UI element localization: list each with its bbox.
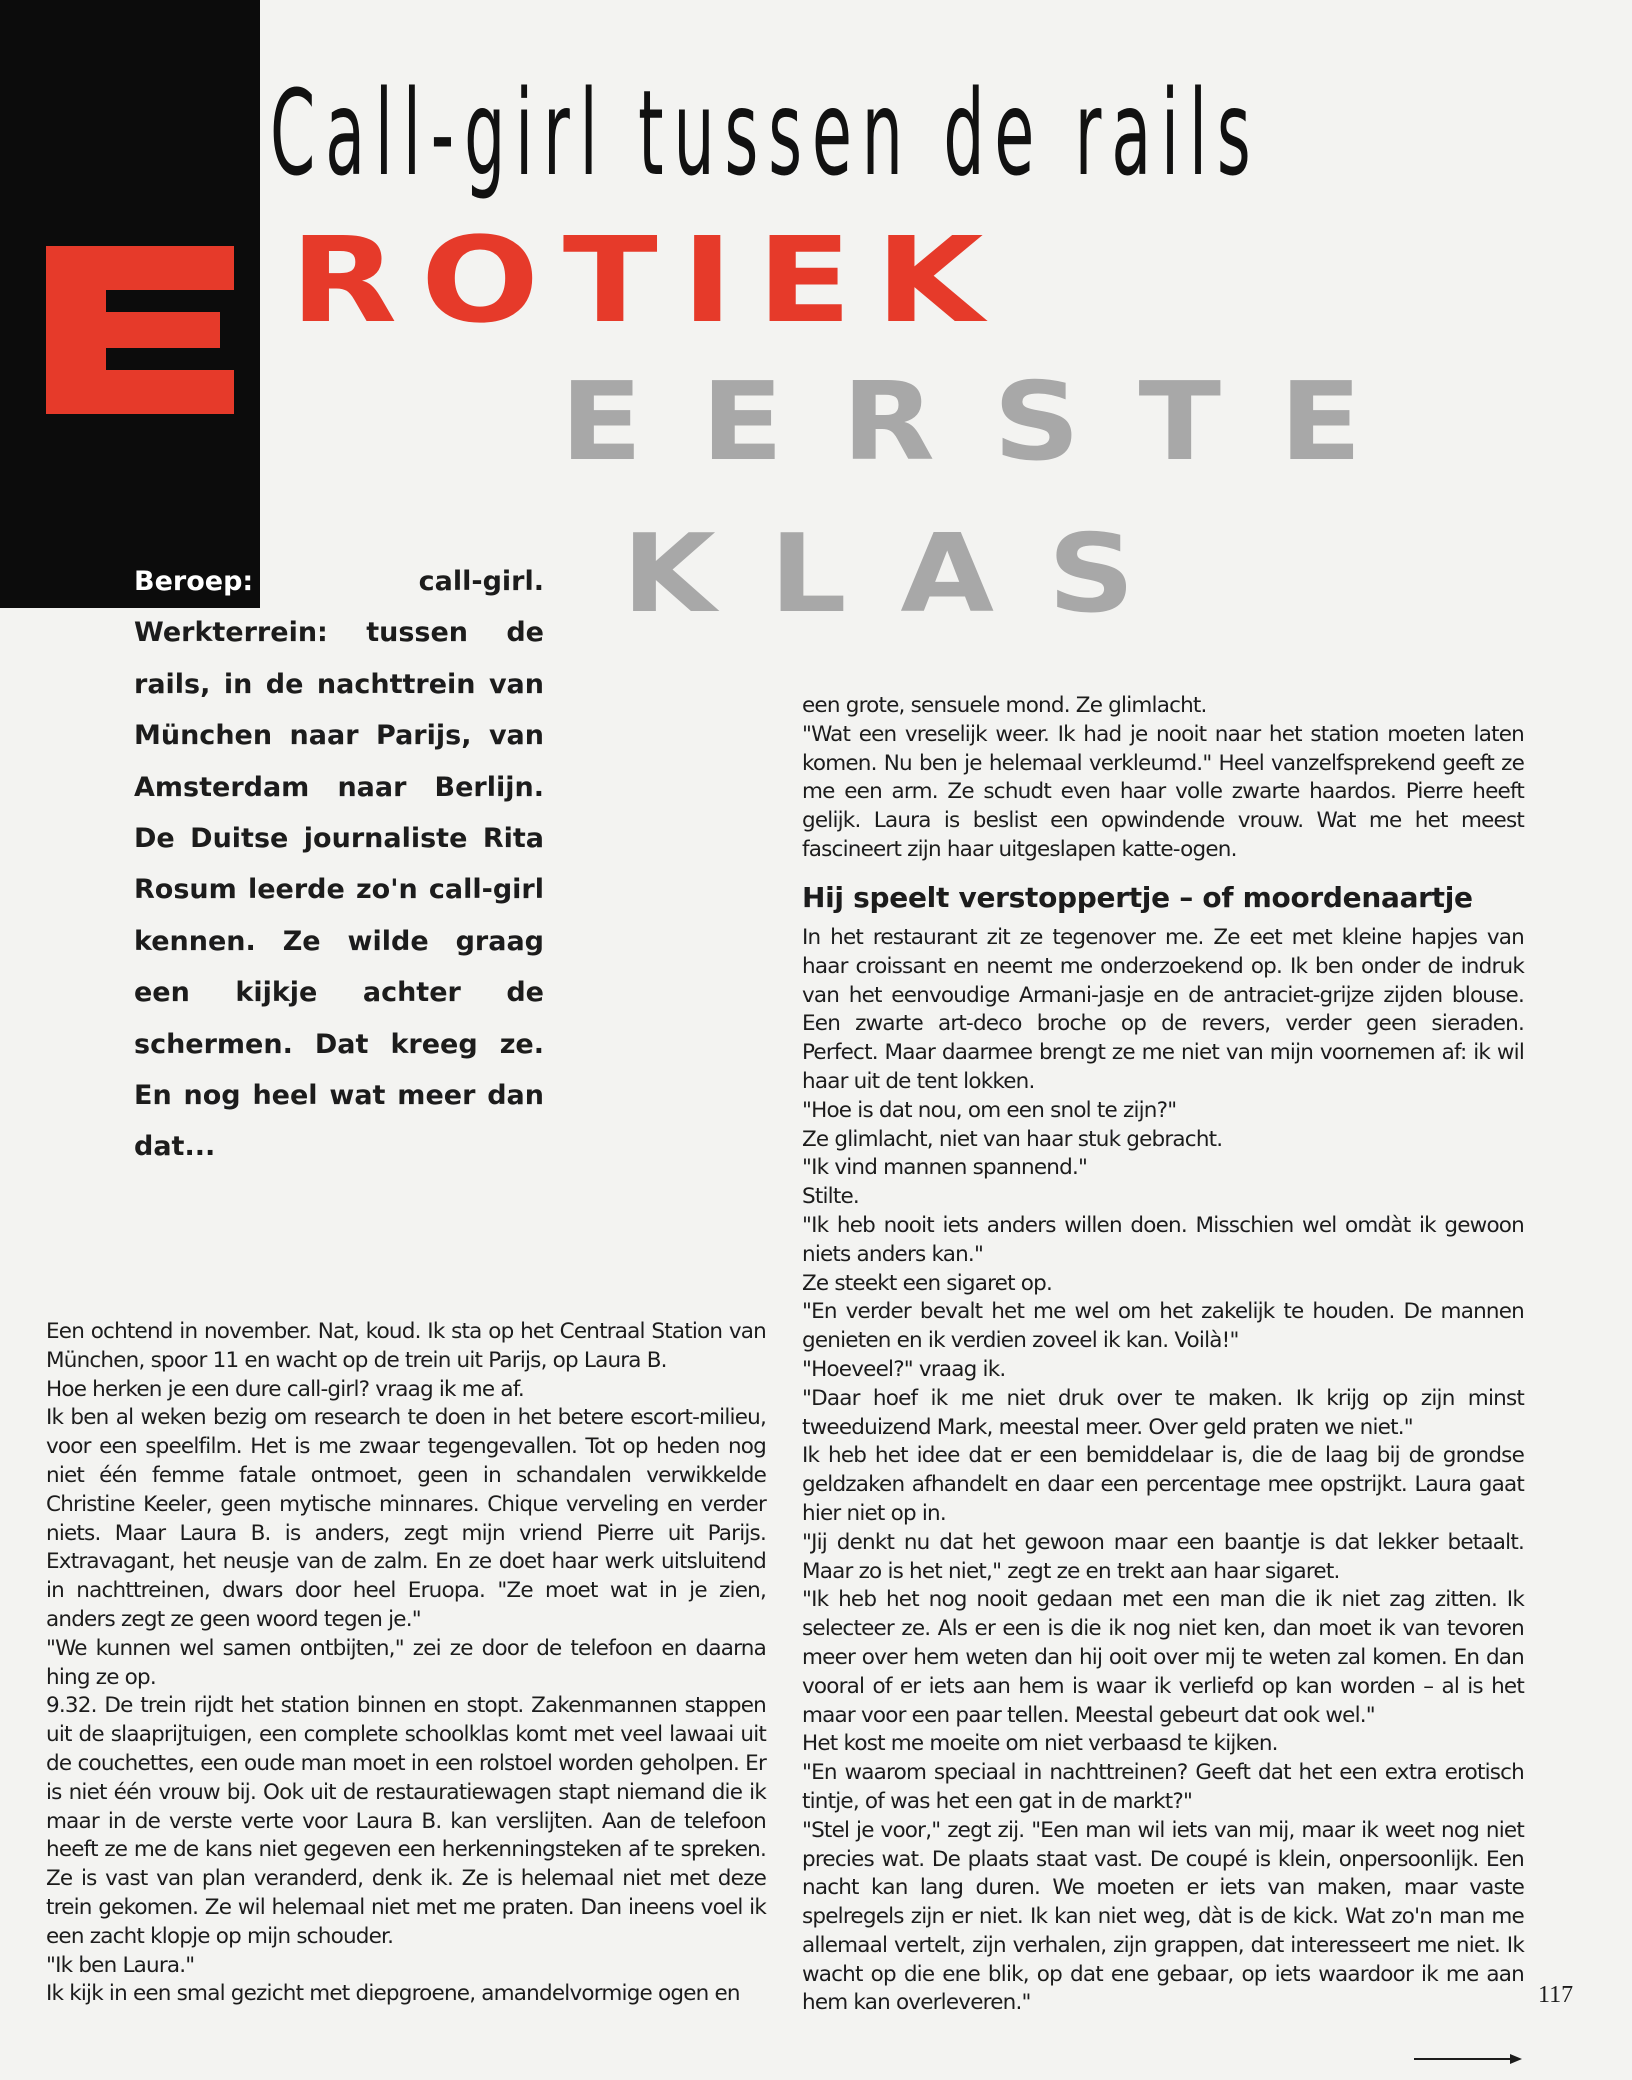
- subheading: Hij speelt verstoppertje – of moordenaartje: [802, 881, 1473, 914]
- paragraph: Een ochtend in november. Nat, koud. Ik sta op het Centraal Station van München, spoor 11 en wacht op de trein uit Parijs, op Laura B.: [46, 1319, 766, 1373]
- paragraph: Ze steekt een sigaret op.: [802, 1270, 1052, 1296]
- paragraph: Het kost me moeite om niet verbaasd te kijken.: [802, 1731, 1278, 1757]
- article-kicker: Call-girl tussen de rails: [270, 64, 1261, 202]
- paragraph: "Jij denkt nu dat het gewoon maar een baantje is dat lekker betaalt. Maar zo is het niet," zegt ze en trekt aan haar sigaret.: [802, 1529, 1524, 1584]
- intro-paragraph: [134, 556, 544, 1173]
- body-column-right-bottom: [802, 924, 1524, 2018]
- paragraph: "Ik vind mannen spannend.": [802, 1155, 1088, 1181]
- continue-arrow-icon: [1414, 2052, 1524, 2066]
- body-column-right-top: [802, 692, 1524, 865]
- paragraph: "Ik ben Laura.": [46, 1952, 195, 1978]
- paragraph: Ze glimlacht, niet van haar stuk gebracht.: [802, 1126, 1223, 1152]
- paragraph: "En verder bevalt het me wel om het zakelijk te houden. De mannen genieten en ik verdien zoveel ik kan. Voilà!": [802, 1299, 1524, 1354]
- paragraph: "Stel je voor," zegt zij. "Een man wil iets van mij, maar ik weet nog niet precies wat. De plaats staat vast. De coupé is klein, onpersoonlijk. Een nacht kan lang duren. We moeten er iets van maken, maar vaste spelregels zijn er niet. Ik kan niet weg, dàt is de kick. Wat zo'n man me allemaal vertelt, zijn verhalen, zijn grappen, dat interesseert me niet. Ik wacht op die ene blik, op dat ene gebaar, op iets waardoor ik me aan hem kan overleveren.": [802, 1817, 1524, 2016]
- page-number: 117: [1538, 1982, 1574, 2008]
- title-grey-1: EERSTE: [560, 360, 1421, 485]
- paragraph: "Hoeveel?" vraag ik.: [802, 1356, 1006, 1382]
- paragraph: een grote, sensuele mond. Ze glimlacht.: [802, 693, 1207, 718]
- paragraph: Stilte.: [802, 1184, 859, 1210]
- paragraph: Ik kijk in een smal gezicht met diepgroene, amandelvormige ogen en: [46, 1981, 740, 2007]
- paragraph: "Ik heb het nog nooit gedaan met een man die ik niet zag zitten. Ik selecteer ze. Als er een is die ik nog niet ken, dan moet ik van tevoren meer over hem weten dan hij ooit over mij te weten zal komen. En dan vooral of er iets aan hem is waar ik verliefd op kan worden – al is het maar voor een paar tellen. Meestal gebeurt dat ook wel.": [802, 1587, 1524, 1728]
- intro-text: call-girl. Werkterrein: tussen de rails, in de nachttrein van München naar Parijs, van Amsterdam naar Berlijn. De Duitse journaliste Rita Rosum leerde zo'n call-girl kennen. Ze wilde graag een kijkje achter de schermen. Dat kreeg ze. En nog heel wat meer dan dat...: [134, 566, 544, 1163]
- title-grey-2: KLAS: [622, 512, 1189, 637]
- body-column-left: [46, 1318, 766, 2009]
- title-red: ROTIEK: [290, 211, 1007, 349]
- paragraph: 9.32. De trein rijdt het station binnen en stopt. Zakenmannen stappen uit de slaaprijtuigen, een complete schoolklas komt met veel lawaai uit de couchettes, een oude man moet in een rolstoel worden geholpen. Er is niet één vrouw bij. Ook uit de restauratiewagen stapt niemand die ik maar in de verste verte voor Laura B. kan verslijten. Aan de telefoon heeft ze me de kans niet gegeven een herkenningsteken af te spreken. Ze is vast van plan veranderd, denk ik. Ze is helemaal niet met deze trein gekomen. Ze wil helemaal niet met me praten. Dan ineens voel ik een zacht klopje op mijn schouder.: [46, 1693, 766, 1949]
- paragraph: Ik ben al weken bezig om research te doen in het betere escort-milieu, voor een speelfilm. Het is me zwaar tegengevallen. Tot op heden nog niet één femme fatale ontmoet, geen in schandalen verwikkelde Christine Keeler, geen mytische minnares. Chique verveling en verder niets. Maar Laura B. is anders, zegt mijn vriend Pierre uit Parijs. Extravagant, het neusje van de zalm. En ze doet haar werk uitsluitend in nachttreinen, dwars door heel Eruopa. "Ze moet wat in je zien, anders zegt ze geen woord tegen je.": [46, 1405, 766, 1632]
- paragraph: Hoe herken je een dure call-girl? vraag ik me af.: [46, 1376, 524, 1402]
- paragraph: In het restaurant zit ze tegenover me. Ze eet met kleine hapjes van haar croissant en neemt me onderzoekend op. Ik ben onder de indruk van het eenvoudige Armani-jasje en de antraciet-grijze zijden blouse. Een zwarte art-deco broche op de revers, verder geen sieraden. Perfect. Maar daarmee brengt ze me niet van mijn voornemen af: ik wil haar uit de tent lokken.: [802, 925, 1524, 1094]
- paragraph: "Wat een vreselijk weer. Ik had je nooit naar het station moeten laten komen. Nu ben je helemaal verkleumd." Heel vanzelfsprekend geeft ze me een arm. Ze schudt even haar volle zwarte haardos. Pierre heeft gelijk. Laura is beslist een opwindende vrouw. Wat me het meest fascineert zijn haar uitgeslapen katte-ogen.: [802, 721, 1524, 862]
- paragraph: "En waarom speciaal in nachttreinen? Geeft dat het een extra erotisch tintje, of was het een gat in de markt?": [802, 1760, 1524, 1814]
- initial-letter-e: [46, 246, 234, 414]
- paragraph: "Daar hoef ik me niet druk over te maken. Ik krijg op zijn minst tweeduizend Mark, meestal meer. Over geld praten we niet.": [802, 1385, 1524, 1440]
- paragraph: "Ik heb nooit iets anders willen doen. Misschien wel omdàt ik gewoon niets anders kan.": [802, 1212, 1524, 1267]
- intro-label: Beroep:: [134, 566, 254, 597]
- paragraph: "Hoe is dat nou, om een snol te zijn?": [802, 1097, 1177, 1123]
- paragraph: Ik heb het idee dat er een bemiddelaar is, die de laag bij de grondse geldzaken afhandelt en daar een percentage mee opstrijkt. Laura gaat hier niet op in.: [802, 1443, 1524, 1526]
- paragraph: "We kunnen wel samen ontbijten," zei ze door de telefoon en daarna hing ze op.: [46, 1635, 766, 1690]
